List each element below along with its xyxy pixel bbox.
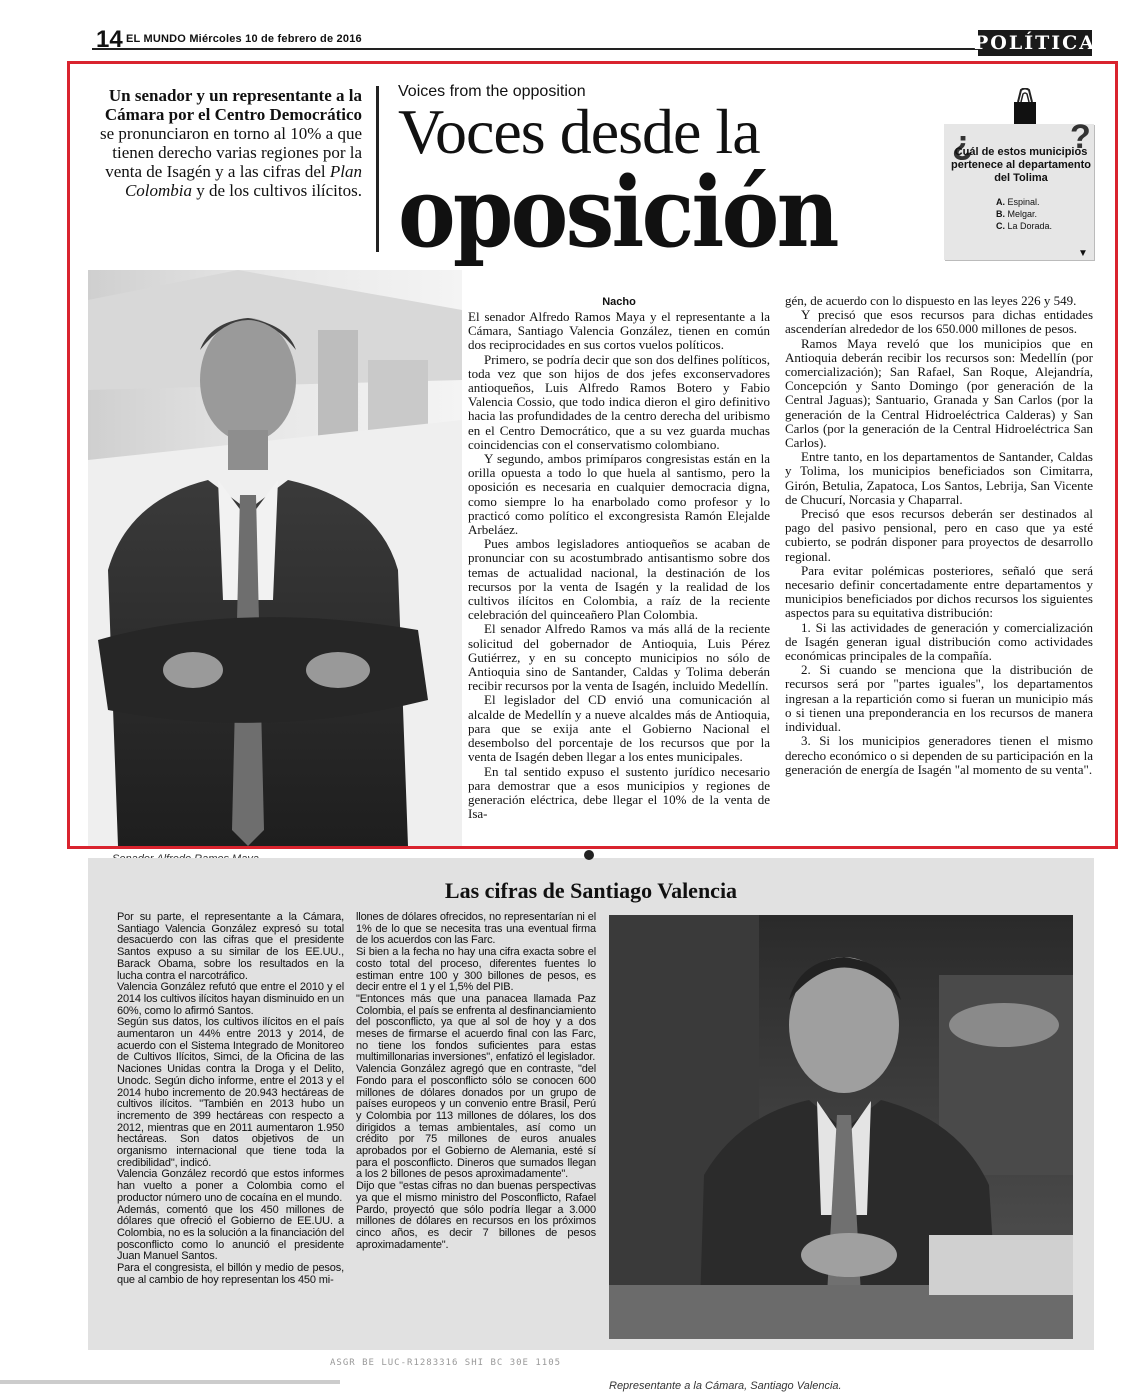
paragraph: 2. Si cuando se menciona que la distribución de recursos será por "partes iguales", los departamentos ingresan a la repartición como si fueran un municipio más o si tienen una preponderancia en los recursos de manera individual.	[785, 662, 1093, 735]
paragraph: El senador Alfredo Ramos va más allá de la reciente solicitud del gobernador de Antioquia, Luis Pérez Gutiérrez, y en su concepto municipios no sólo de Antioquia sino de Santander, Caldas y Tolima deberán recibir recursos por la venta de Isagén, incluido Medellín.	[468, 621, 770, 694]
box-column-2	[356, 912, 596, 1251]
header-rule	[92, 48, 1092, 50]
paragraph: Valencia González agregó que en contraste, "del Fondo para el posconflicto sólo se conocen 600 millones de dólares donados por un grupo de países europeos y un convenio entre Brasil, Perú y Colombia por 113 millones de dólares, los dos dirigidos a temas ambientales, así como un crédito por 75 millones de euros anuales aprobados por el Gobierno de Alemania, esté sí para el posconflicto. Dineros que sumados llegan a los 2 billones de pesos aproximadamente".	[356, 1063, 596, 1181]
paragraph: "Entonces más que una panacea llamada Paz Colombia, el país se enfrenta al desfinanciamiento del posconflicto, ya que al sol de hoy y a dos meses de firmarse el acuerdo final con las Farc, no tiene los fondos suficientes para estas multimillonarias inversiones", enfatizó el legislador.	[356, 992, 596, 1064]
byline: Nacho	[602, 296, 636, 308]
divider-dot	[584, 850, 594, 860]
headline-line2: oposición	[398, 156, 837, 269]
quiz-option: B. Melgar.	[996, 209, 1038, 219]
box-title: Las cifras de Santiago Valencia	[444, 878, 738, 903]
intro-italic: Plan Colombia	[124, 162, 362, 200]
quiz-option: C. La Dorada.	[996, 221, 1053, 231]
paragraph: llones de dólares ofrecidos, no representarían ni el 1% de lo que se necesita tras una eventual firma de los acuerdos con las Farc.	[356, 911, 596, 947]
print-code: ASGR BE LUC-R1283316 SHI BC 30E 1105	[330, 1358, 562, 1368]
paragraph: Y precisó que esos recursos para dichas entidades ascenderían alrededor de los 650.000 millones de pesos.	[785, 307, 1093, 337]
quiz-arrow-icon: ▼	[1078, 248, 1088, 259]
intro-deck	[100, 86, 362, 200]
article-column-1	[468, 310, 770, 821]
box-column-1	[117, 912, 344, 1287]
paragraph: Para evitar polémicas posteriores, señaló que será necesario definir concertadamente entre departamentos y municipios beneficiados por dichos recursos los siguientes aspectos para su equitativa distribución:	[785, 562, 1093, 621]
intro-text-b: y de los cultivos ilícitos.	[192, 181, 362, 200]
paragraph: gén, de acuerdo con lo dispuesto en las leyes 226 y 549.	[785, 293, 1077, 308]
paragraph: Por su parte, el representante a la Cámara, Santiago Valencia González expresó su total desacuerdo con las cifras que el presidente Santos expuso a su similar de los EE.UU., Barack Obama, sobre los resultados en la lucha contra el narcotráfico.	[117, 911, 344, 982]
representative-photo	[609, 915, 1073, 1339]
paragraph: 1. Si las actividades de generación y comercialización de Isagén generan igual distribución como actividades económicas principales de la compañía.	[785, 619, 1093, 664]
paragraph: Entre tanto, en los departamentos de Santander, Caldas y Tolima, los municipios beneficiados son Cimitarra, Girón, Betulia, Zapatoca, Los Santos, Lebrija, San Vicente de Chucurí, Norcasia y Chaparral.	[785, 449, 1093, 507]
paragraph: Si bien a la fecha no hay una cifra exacta sobre el costo total del proceso, diferentes fuentes lo estiman entre 100 y 300 billones de pesos, es decir entre el 1 y el 1,5% del PIB.	[356, 946, 596, 994]
paragraph: El legislador del CD envió una comunicación al alcalde de Medellín y a nueve alcaldes más de Antioquia, para que se exija ante el Gobierno Nacional el desembolso del porcentaje de los recursos que por la venta de Isagén deben llegar a los entes municipales.	[468, 692, 770, 765]
page-number: 14	[96, 26, 123, 53]
intro-divider	[376, 86, 379, 252]
paragraph: 3. Si los municipios generadores tienen el mismo derecho económico o si dependen de su participación en la generación de energía de Isagén "al momento de su venta".	[785, 733, 1093, 777]
paragraph: En tal sentido expuso el sustento jurídico necesario para demostrar que a esos municipios y regiones de generación eléctrica, debe llegar el 10% de la venta de Isa-	[468, 763, 770, 822]
paragraph: Precisó que esos recursos deberán ser destinados al pago del pasivo pensional, pero en caso que ya esté cubierto, se podrán disponer para proyectos de desarrollo regional.	[785, 506, 1093, 564]
intro-text-a: se pronunciaron en torno al 10% a que tienen derecho varias regiones por la venta de Isagén y a las cifras del	[100, 124, 362, 181]
senator-photo	[88, 270, 462, 846]
binder-clip-icon	[1012, 88, 1038, 126]
paragraph: Valencia González recordó que estos informes han vuelto a poner a Colombia como el productor número uno de cocaína en el mundo.	[117, 1168, 344, 1204]
quiz-options	[996, 196, 1052, 232]
paragraph: Además, comentó que los 450 millones de dólares que ofreció el Gobierno de EE.UU. a Colombia, no es la solución a la financiación del posconflicto como lo anunció el presidente Juan Manuel Santos.	[117, 1203, 344, 1263]
intro-bold: Un senador y un representante a la Cámara por el Centro Democrático	[104, 86, 362, 124]
paragraph: Pues ambos legisladores antioqueños se acaban de pronunciar con su acostumbrado antisantismo sobre dos temas de actualidad nacional, la destinación de los recursos por la venta de Isagén y la realidad de los cultivos ilícitos en Colombia, a raíz de la reciente celebración del quinceañero Plan Colombia.	[468, 536, 770, 623]
quiz-close-mark: ?	[1070, 118, 1091, 156]
paragraph: Dijo que "estas cifras no dan buenas perspectivas ya que el mismo ministro del Posconflicto, Rafael Pardo, proyectó que sólo podría llegar a 3.000 millones de dólares en recursos en los próximos cinco años, es decir 7 billones de pesos aproximadamente".	[356, 1180, 596, 1251]
paragraph: El senador Alfredo Ramos Maya y el representante a la Cámara, Santiago Valencia González, tienen en común dos reciprocidades en sus cortos vuelos políticos.	[468, 309, 770, 353]
quiz-open-mark: ¿	[952, 124, 973, 162]
quiz-question: Cuál de estos municipios pertenece al departamento del Tolima	[951, 146, 1091, 184]
section-label: POLÍTICA	[974, 32, 1096, 54]
photo-caption: Representante a la Cámara, Santiago Valencia.	[609, 1380, 842, 1392]
paragraph: Y segundo, ambos primíparos congresistas están en la orilla opuesta a todo lo que huela al santismo, pero la oposición es necesaria en cualquier democracia digna, como siempre lo ha enarbolado como profesor y lo practicó como político el excongresista Ramón Elejalde Arbeláez.	[468, 451, 770, 538]
paragraph: Según sus datos, los cultivos ilícitos en el país aumentaron un 44% entre 2013 y 2014, de acuerdo con el Sistema Integrado de Monitoreo de Cultivos Ilícitos, Simci, de la Oficina de las Naciones Unidas contra la Droga y el Delito, Unodc. Según dicho informe, entre el 2013 y el 2014 hubo incremento de 20.943 hectáreas de cultivos ilícitos. "También en 2013 hubo un incremento de 399 hectáreas con respecto a 2012, mientras que en 2011 aumentaron 1.950 hectáreas. Son datos objetivos de un organismo internacional que tiene toda la credibilidad", indicó.	[117, 1016, 344, 1169]
paragraph: Valencia González refutó que entre el 2010 y el 2014 los cultivos ilícitos hayan disminuido en un 60%, como lo afirmó Santos.	[117, 981, 344, 1017]
publication-date: EL MUNDO Miércoles 10 de febrero de 2016	[126, 33, 362, 45]
paragraph: Primero, se podría decir que son dos delfines políticos, toda vez que son hijos de dos jefes exconservadores antioqueños, Luis Alfredo Ramos Botero y Fabio Valencia Cossio, que todo indica dieron el giro definitivo hacia las profundidades de la centro derecha del uribismo en el Centro Democrático, que a su vez guarda muchas coincidencias con el conservatismo colombiano.	[468, 351, 770, 452]
bottom-rule	[0, 1380, 340, 1384]
headline-line1: Voces desde la	[398, 96, 760, 167]
paragraph: Ramos Maya reveló que los municipios que en Antioquia deberán recibir los recursos son: Medellín (por comercialización); San Rafael, San Roque, Alejandría, Concepción y Santo Domingo (por generación de la Central Jaguas); Santuario, Granada y San Carlos (por la generación de la Central Hidroeléctrica Calderas) y San Carlos (por la generación de la Central Hidroeléctrica San Carlos).	[785, 335, 1093, 451]
article-column-2	[785, 294, 1093, 777]
quiz-option: A. Espinal.	[996, 197, 1040, 207]
paragraph: Para el congresista, el billón y medio de pesos, que al cambio de hoy representan los 450 mi-	[117, 1262, 344, 1286]
headline-kicker: Voices from the opposition	[398, 83, 586, 100]
